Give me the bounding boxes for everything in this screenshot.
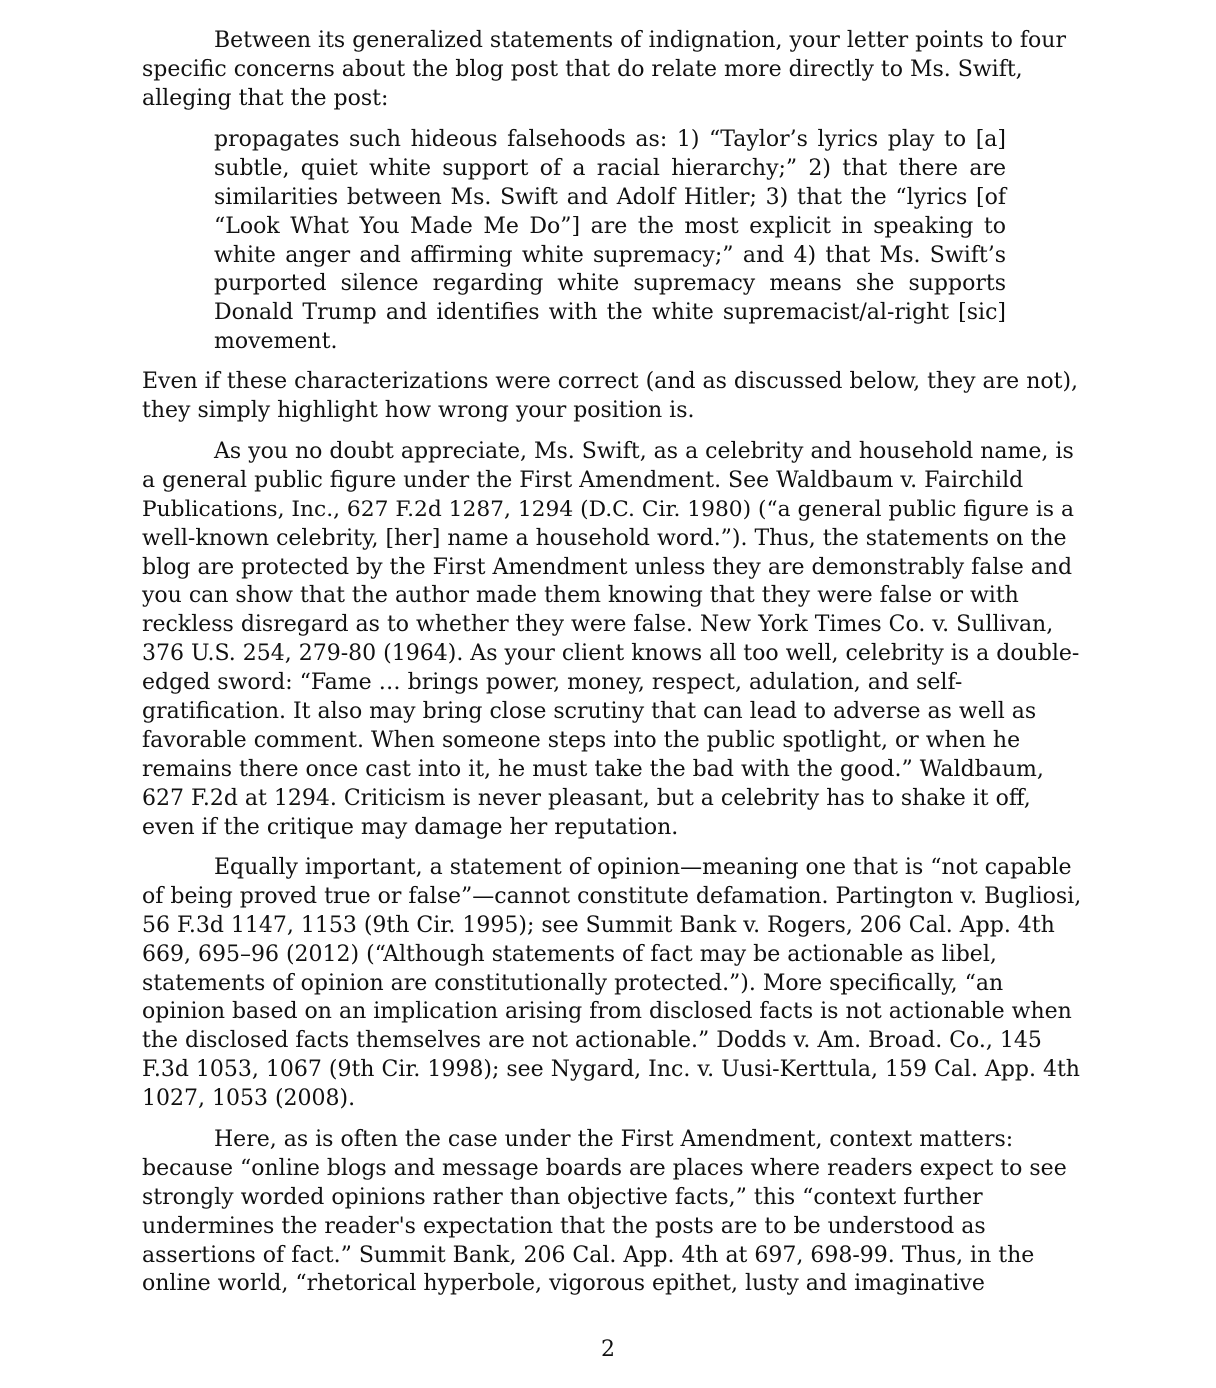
quote-line: purported silence regarding white supremacy means she supports (214, 271, 1006, 297)
text-line: of being proved true or false”—cannot constitute defamation. Partington v. Bugliosi, (142, 883, 1082, 909)
text-line: you can show that the author made them knowing that they were false or with (142, 583, 1019, 609)
text-line: 669, 695–96 (2012) (“Although statements of fact may be actionable as libel, (142, 941, 997, 967)
text-line: gratification. It also may bring close scrutiny that can lead to adverse as well as (142, 699, 1037, 725)
quote-line: propagates such hideous falsehoods as: 1) “Taylor’s lyrics play to [a] (214, 127, 1006, 152)
quote-line: similarities between Ms. Swift and Adolf Hitler; 3) that the “lyrics [of (214, 184, 1006, 210)
text-line: alleging that the post: (142, 85, 389, 111)
quote-line: movement. (214, 329, 338, 355)
text-line: 56 F.3d 1147, 1153 (9th Cir. 1995); see Summit Bank v. Rogers, 206 Cal. App. 4th (142, 912, 1055, 938)
quote-line: white anger and affirming white supremacy;” and 4) that Ms. Swift’s (214, 242, 1006, 268)
text-line: assertions of fact.” Summit Bank, 206 Cal. App. 4th at 697, 698-99. Thus, in the (142, 1242, 1035, 1268)
text-line: remains there once cast into it, he must take the bad with the good.” Waldbaum, (142, 756, 1044, 782)
paragraph-opinion (142, 854, 1082, 1114)
text-line: opinion based on an implication arising from disclosed facts is not actionable when (142, 999, 1072, 1025)
text-line: Between its generalized statements of indignation, your letter points to four (214, 28, 1066, 53)
text-line: Even if these characterizations were correct (and as discussed below, they are not), (142, 369, 1079, 394)
text-line: 1027, 1053 (2008). (142, 1086, 356, 1112)
page-number: 2 (601, 1337, 615, 1362)
text-line: the disclosed facts themselves are not actionable.” Dodds v. Am. Broad. Co., 145 (142, 1028, 1042, 1054)
paragraph-public-figure (142, 438, 1082, 842)
text-line: Here, as is often the case under the First Amendment, context matters: (214, 1127, 1014, 1152)
text-line: blog are protected by the First Amendment unless they are demonstrably false and (142, 554, 1073, 580)
paragraph-intro (142, 27, 1082, 114)
quote-line: Donald Trump and identifies with the white supremacist/al-right [sic] (214, 300, 1006, 326)
quote-line: “Look What You Made Me Do”] are the most explicit in speaking to (214, 213, 1006, 239)
text-line: favorable comment. When someone steps into the public spotlight, or when he (142, 727, 1021, 753)
text-line: specific concerns about the blog post that do relate more directly to Ms. Swift, (142, 56, 1023, 82)
text-line: As you no doubt appreciate, Ms. Swift, as a celebrity and household name, is (214, 439, 1074, 464)
text-line: well-known celebrity, [her] name a household word.”). Thus, the statements on the (142, 525, 1067, 551)
text-line: because “online blogs and message boards are places where readers expect to see (142, 1155, 1067, 1181)
text-line: 376 U.S. 254, 279-80 (1964). As your client knows all too well, celebrity is a double- (142, 641, 1080, 667)
block-quote (214, 126, 1006, 357)
text-line: they simply highlight how wrong your position is. (142, 397, 695, 423)
text-line: statements of opinion are constitutionally protected.”). More specifically, “an (142, 970, 1004, 996)
quote-line: subtle, quiet white support of a racial hierarchy;” 2) that there are (214, 155, 1006, 181)
text-line: 627 F.2d at 1294. Criticism is never pleasant, but a celebrity has to shake it off, (142, 785, 1031, 811)
text-line: undermines the reader's expectation that the posts are to be understood as (142, 1213, 986, 1239)
text-line: reckless disregard as to whether they were false. New York Times Co. v. Sullivan, (142, 612, 1054, 638)
paragraph-characterizations (142, 368, 1082, 426)
text-line: edged sword: “Fame … brings power, money, respect, adulation, and self- (142, 670, 963, 696)
text-line: even if the critique may damage her reputation. (142, 814, 679, 840)
paragraph-context (142, 1126, 1082, 1299)
text-line: strongly worded opinions rather than objective facts,” this “context further (142, 1184, 983, 1210)
text-line: a general public figure under the First Amendment. See Waldbaum v. Fairchild (142, 467, 1024, 493)
text-line: F.3d 1053, 1067 (9th Cir. 1998); see Nygard, Inc. v. Uusi-Kerttula, 159 Cal. App. 4th (142, 1057, 1080, 1083)
text-line: Equally important, a statement of opinion—meaning one that is “not capable (214, 855, 1072, 880)
text-line: online world, “rhetorical hyperbole, vigorous epithet, lusty and imaginative (142, 1271, 985, 1297)
text-line: Publications, Inc., 627 F.2d 1287, 1294 (D.C. Cir. 1980) (“a general public figure is a (142, 496, 1074, 522)
